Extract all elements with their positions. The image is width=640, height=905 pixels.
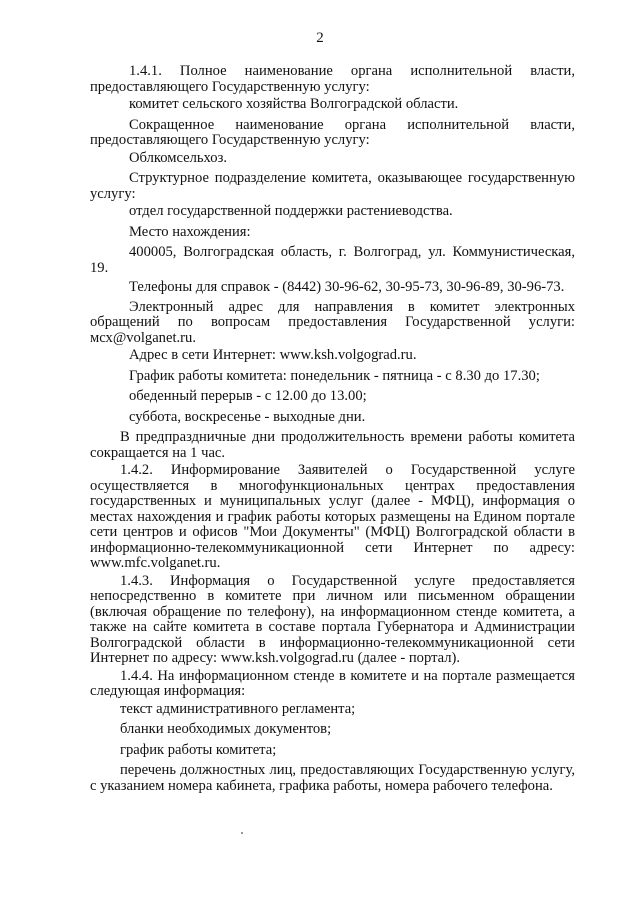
- paragraph-1-4-4: 1.4.4. На информационном стенде в комитете и на портале размещается следующая информация:: [90, 667, 575, 699]
- page-number: 2: [316, 30, 324, 46]
- list-item-work-schedule: график работы комитета;: [120, 741, 277, 758]
- list-item-officials: перечень должностных лиц, предоставляющих Государственную услугу, с указанием номера кабинета, графика работы, номера рабочего телефона.: [90, 762, 575, 794]
- paragraph-email: Электронный адрес для направления в комитет электронных обращений по вопросам предоставления Государственной услуги: мсх@volganet.ru.: [90, 298, 575, 346]
- paragraph-weekend: суббота, воскресенье - выходные дни.: [129, 408, 366, 425]
- paragraph-address: 400005, Волгоградская область, г. Волгоград, ул. Коммунистическая, 19.: [90, 244, 575, 276]
- paragraph-agency-full-name: комитет сельского хозяйства Волгоградской области.: [129, 96, 459, 112]
- paragraph-lunch-break: обеденный перерыв - с 12.00 до 13.00;: [129, 388, 367, 404]
- paragraph-phones: Телефоны для справок - (8442) 30-96-62, 30-95-73, 30-96-89, 30-96-73.: [129, 279, 565, 295]
- list-item-document-forms: бланки необходимых документов;: [120, 721, 332, 737]
- paragraph-website: Адрес в сети Интернет: www.ksh.volgograd.ru.: [129, 347, 417, 363]
- paragraph-1-4-2: 1.4.2. Информирование Заявителей о Государственной услуге осуществляется в многофункциональных центрах предоставления государственных и муниципальных услуг (далее - МФЦ), информация о местах нахождения и график работы которых размещены на Едином портале сети центров и офисов "Мои Документы" (МФЦ) Волгоградской области в информационно-телекоммуникационной сети Интернет по адресу: www.mfc.volganet.ru.: [90, 462, 575, 571]
- paragraph-location-heading: Место нахождения:: [129, 223, 251, 240]
- paragraph-agency-short-name: Облкомсельхоз.: [129, 149, 228, 166]
- scan-speck: [241, 832, 243, 834]
- document-body: [90, 64, 575, 796]
- paragraph-structural-unit-heading: Структурное подразделение комитета, оказывающее государственную услугу:: [90, 170, 575, 202]
- paragraph-work-schedule: График работы комитета: понедельник - пятница - с 8.30 до 17.30;: [129, 367, 540, 384]
- list-item-regulation-text: текст административного регламента;: [120, 700, 356, 717]
- paragraph-1-4-1: 1.4.1. Полное наименование органа исполнительной власти, предоставляющего Государственную услугу:: [90, 63, 575, 95]
- paragraph-pre-holiday: В предпраздничные дни продолжительность времени работы комитета сокращается на 1 час.: [90, 429, 575, 461]
- paragraph-1-4-3: 1.4.3. Информация о Государственной услуге предоставляется непосредственно в комитете при личном или письменном обращении (включая обращение по телефону), на информационном стенде комитета, а также на сайте комитета в составе портала Губернатора и Администрации Волгоградской области в информационно-телекоммуникационной сети Интернет по адресу: www.ksh.volgograd.ru (далее - портал).: [90, 572, 575, 666]
- paragraph-structural-unit: отдел государственной поддержки растениеводства.: [129, 203, 453, 219]
- paragraph-short-name-heading: Сокращенное наименование органа исполнительной власти, предоставляющего Государственную услугу:: [90, 116, 575, 148]
